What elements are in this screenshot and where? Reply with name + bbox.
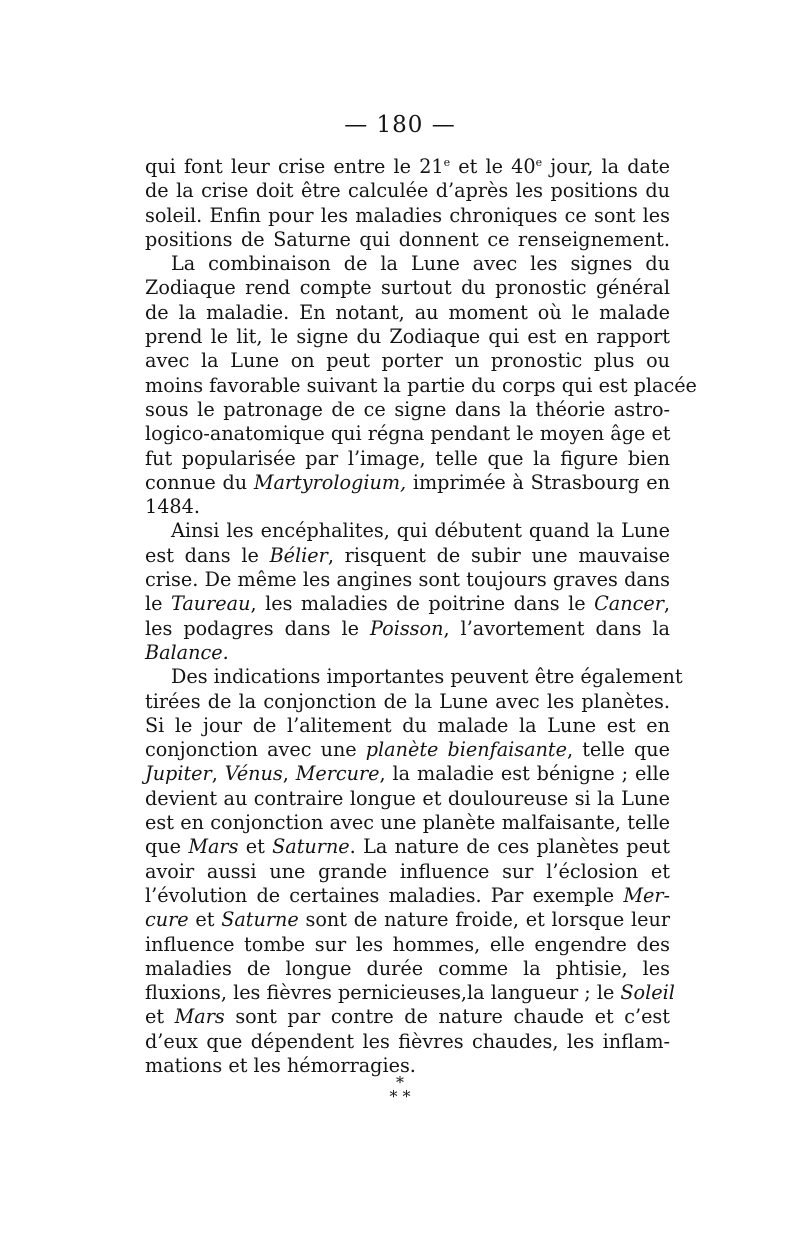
text-line bbox=[145, 641, 670, 665]
text-segment: les podagres dans le bbox=[145, 616, 371, 640]
text-segment: maladies de longue durée comme la phtisie, les bbox=[145, 956, 670, 980]
text-segment: soleil. Enfin pour les maladies chroniques ce sont les bbox=[145, 203, 670, 227]
text-line bbox=[145, 714, 670, 738]
italic-text: Poisson bbox=[370, 616, 444, 640]
italic-text: Saturne bbox=[221, 908, 299, 932]
text-segment: sont de nature froide, et lorsque leur bbox=[298, 908, 671, 932]
body-text bbox=[145, 155, 697, 1078]
text-segment: La combinaison de la Lune avec les signes du bbox=[171, 252, 670, 276]
text-segment: Si le jour de l’alitement du malade la Lune est en bbox=[145, 713, 670, 737]
text-segment: , bbox=[663, 592, 670, 616]
text-line bbox=[145, 665, 683, 689]
italic-text: Balance. bbox=[145, 640, 229, 664]
text-segment: , bbox=[211, 762, 225, 786]
text-line bbox=[145, 1005, 670, 1029]
italic-text: Jupiter bbox=[145, 762, 212, 786]
text-segment: est dans le bbox=[145, 543, 270, 567]
text-segment: connue du bbox=[145, 470, 254, 494]
page-number: — 180 — bbox=[344, 112, 456, 138]
ornament-bottom: * * bbox=[389, 1087, 411, 1106]
text-line bbox=[145, 495, 670, 519]
italic-text: Vénus bbox=[224, 762, 283, 786]
text-segment: , l’avortement dans la bbox=[443, 616, 670, 640]
text-segment: le bbox=[145, 592, 172, 616]
text-line bbox=[145, 155, 670, 179]
text-line bbox=[145, 592, 670, 616]
text-segment: , telle que bbox=[567, 738, 670, 762]
italic-text: Saturne bbox=[272, 835, 350, 859]
text-line bbox=[145, 228, 670, 252]
text-segment: d’eux que dépendent les fièvres chaudes, les inflam- bbox=[145, 1029, 670, 1053]
text-line bbox=[145, 835, 670, 859]
italic-text: Soleil bbox=[620, 981, 675, 1005]
italic-text: Mercure bbox=[295, 762, 380, 786]
text-line bbox=[145, 276, 670, 300]
text-segment: devient au contraire longue et douloureuse si la Lune bbox=[145, 786, 670, 810]
text-segment: l’évolution de certaines maladies. Par exemple bbox=[145, 883, 624, 907]
text-segment: mations et les hémorragies. bbox=[145, 1053, 416, 1077]
text-line bbox=[145, 301, 670, 325]
ornament-top: * bbox=[396, 1073, 404, 1092]
text-line bbox=[145, 349, 670, 373]
italic-text: Bélier bbox=[269, 543, 328, 567]
text-segment: avec la Lune on peut porter un pronostic plus ou bbox=[145, 349, 670, 373]
text-line bbox=[145, 471, 670, 495]
text-line bbox=[145, 544, 670, 568]
text-segment: , bbox=[282, 762, 296, 786]
text-segment: est en conjonction avec une planète malfaisante, telle bbox=[145, 811, 670, 835]
text-line bbox=[145, 422, 670, 446]
text-segment: qui font leur crise entre le 21 bbox=[145, 155, 444, 178]
text-segment: de la maladie. En notant, au moment où le malade bbox=[145, 300, 670, 324]
italic-text: planète bienfaisante bbox=[365, 738, 567, 762]
text-segment: logico-anatomique qui régna pendant le moyen âge et bbox=[145, 422, 671, 446]
text-line bbox=[145, 908, 670, 932]
superscript: e bbox=[443, 156, 451, 169]
text-segment: de la crise doit être calculée d’après les positions du bbox=[145, 179, 670, 203]
text-line bbox=[145, 179, 670, 203]
text-segment: que bbox=[145, 835, 189, 859]
text-segment: influence tombe sur les hommes, elle engendre des bbox=[145, 932, 670, 956]
text-line bbox=[145, 252, 670, 276]
text-segment: , la maladie est bénigne ; elle bbox=[379, 762, 671, 786]
italic-text: Cancer bbox=[594, 592, 664, 616]
text-segment: sont par contre de nature chaude et c’est bbox=[224, 1005, 670, 1029]
text-segment: moins favorable suivant la partie du corps qui est placée bbox=[145, 373, 697, 397]
italic-text: Taureau bbox=[171, 592, 251, 616]
text-line bbox=[145, 204, 670, 228]
italic-text: Mars bbox=[188, 835, 239, 859]
text-segment: et bbox=[145, 1005, 175, 1029]
text-line bbox=[145, 617, 670, 641]
text-segment: crise. De même les angines sont toujours graves dans bbox=[145, 568, 670, 592]
text-line bbox=[145, 447, 670, 471]
italic-text: cure bbox=[145, 908, 189, 932]
text-segment: et bbox=[188, 908, 222, 932]
text-line bbox=[145, 690, 670, 714]
superscript: e bbox=[535, 156, 543, 169]
text-line bbox=[145, 762, 670, 786]
text-segment: imprimée à Strasbourg en bbox=[406, 470, 670, 494]
text-segment: Zodiaque rend compte surtout du pronostic général bbox=[145, 276, 670, 300]
text-line bbox=[145, 568, 670, 592]
text-line bbox=[145, 738, 670, 762]
italic-text: Martyrologium, bbox=[253, 470, 407, 494]
text-segment: , risquent de subir une mauvaise bbox=[327, 543, 670, 567]
text-line bbox=[145, 981, 675, 1005]
text-segment: , les maladies de poitrine dans le bbox=[250, 592, 595, 616]
section-ornament bbox=[0, 1073, 800, 1106]
text-line bbox=[145, 398, 670, 422]
text-segment: Des indications importantes peuvent être également bbox=[171, 665, 683, 689]
text-line bbox=[145, 325, 670, 349]
text-segment: Ainsi les encéphalites, qui débutent quand la Lune bbox=[171, 519, 670, 543]
text-line bbox=[145, 933, 670, 957]
text-segment: sous le patronage de ce signe dans la théorie astro- bbox=[145, 397, 670, 421]
text-segment: jour, la date bbox=[542, 155, 670, 178]
text-line bbox=[145, 373, 697, 398]
text-segment: 1484. bbox=[145, 495, 200, 519]
text-line bbox=[145, 1054, 670, 1078]
text-segment: conjonction avec une bbox=[145, 738, 366, 762]
text-line bbox=[145, 811, 670, 835]
text-segment: prend le lit, le signe du Zodiaque qui est en rapport bbox=[145, 325, 670, 349]
text-line bbox=[145, 860, 670, 884]
text-segment: fut popularisée par l’image, telle que la figure bien bbox=[145, 446, 670, 470]
text-line bbox=[145, 787, 670, 811]
text-segment: fluxions, les fièvres pernicieuses,la langueur ; le bbox=[145, 981, 621, 1005]
text-segment: tirées de la conjonction de la Lune avec les planètes. bbox=[145, 689, 670, 713]
text-line bbox=[145, 884, 670, 908]
text-segment: et bbox=[238, 835, 273, 859]
text-segment: et le 40 bbox=[450, 155, 536, 178]
text-line bbox=[145, 957, 670, 981]
text-segment: . La nature de ces planètes peut bbox=[349, 835, 670, 859]
text-line bbox=[145, 1030, 670, 1054]
italic-text: Mars bbox=[174, 1005, 225, 1029]
text-segment: avoir aussi une grande influence sur l’éclosion et bbox=[145, 859, 670, 883]
italic-text: Mer- bbox=[623, 883, 670, 907]
text-line bbox=[145, 519, 670, 543]
text-segment: positions de Saturne qui donnent ce renseignement. bbox=[145, 227, 670, 251]
